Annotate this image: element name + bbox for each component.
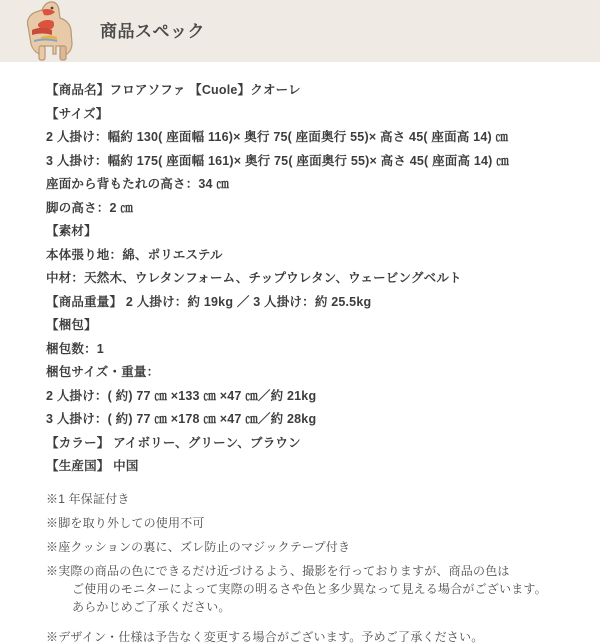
note-row: あらかじめご了承ください。	[72, 599, 231, 614]
spec-row: 【商品名】フロアソファ 【Cuole】クオーレ	[46, 83, 301, 97]
note-row: ※実際の商品の色にできるだけ近づけるよう、撮影を行っておりますが、商品の色は	[46, 563, 510, 578]
spec-row: 2 人掛け：幅約 130( 座面幅 116)× 奥行 75( 座面奥行 55)× 高さ 45( 座面高 14) ㎝	[46, 130, 509, 144]
spec-list	[46, 84, 574, 473]
spec-row: 座面から背もたれの高さ：34 ㎝	[46, 177, 230, 191]
spec-row: 3 人掛け：幅約 175( 座面幅 161)× 奥行 75( 座面奥行 55)× 高さ 45( 座面高 14) ㎝	[46, 153, 509, 168]
spec-body	[0, 62, 600, 643]
note-row: ※座クッションの裏に、ズレ防止のマジックテープ付き	[46, 539, 351, 554]
notes-list	[46, 493, 574, 643]
note-row: ※デザイン・仕様は予告なく変更する場合がございます。予めご了承ください。	[46, 629, 484, 644]
dala-horse-icon	[8, 0, 96, 66]
spec-header-band	[0, 0, 600, 62]
spec-row: 【梱包】	[46, 318, 97, 332]
spec-row: 梱包サイズ・重量：	[46, 365, 160, 379]
spec-row: 【カラー】 アイボリー、グリーン、ブラウン	[46, 435, 301, 450]
note-row: ご使用のモニターによって実際の明るさや色と多少異なって見える場合がございます。	[72, 581, 547, 596]
spec-row: 脚の高さ：2 ㎝	[46, 200, 134, 215]
note-row: ※脚を取り外しての使用不可	[46, 515, 205, 530]
spec-row: 【商品重量】 2 人掛け：約 19kg ／ 3 人掛け：約 25.5kg	[46, 294, 372, 309]
page-title: 商品スペック	[100, 22, 205, 41]
spec-row: 梱包数：1	[46, 341, 104, 356]
spec-row: 本体張り地：綿、ポリエステル	[46, 247, 223, 262]
spec-row: 【サイズ】	[46, 106, 109, 121]
note-row: ※1 年保証付き	[46, 491, 130, 506]
spec-row: 【生産国】 中国	[46, 459, 139, 473]
spec-row: 中材：天然木、ウレタンフォーム、チップウレタン、ウェービングベルト	[46, 271, 462, 285]
spec-row: 2 人掛け：( 約) 77 ㎝ ×133 ㎝ ×47 ㎝／約 21kg	[46, 388, 317, 403]
spec-row: 【素材】	[46, 224, 97, 238]
spec-row: 3 人掛け：( 約) 77 ㎝ ×178 ㎝ ×47 ㎝／約 28kg	[46, 412, 317, 426]
